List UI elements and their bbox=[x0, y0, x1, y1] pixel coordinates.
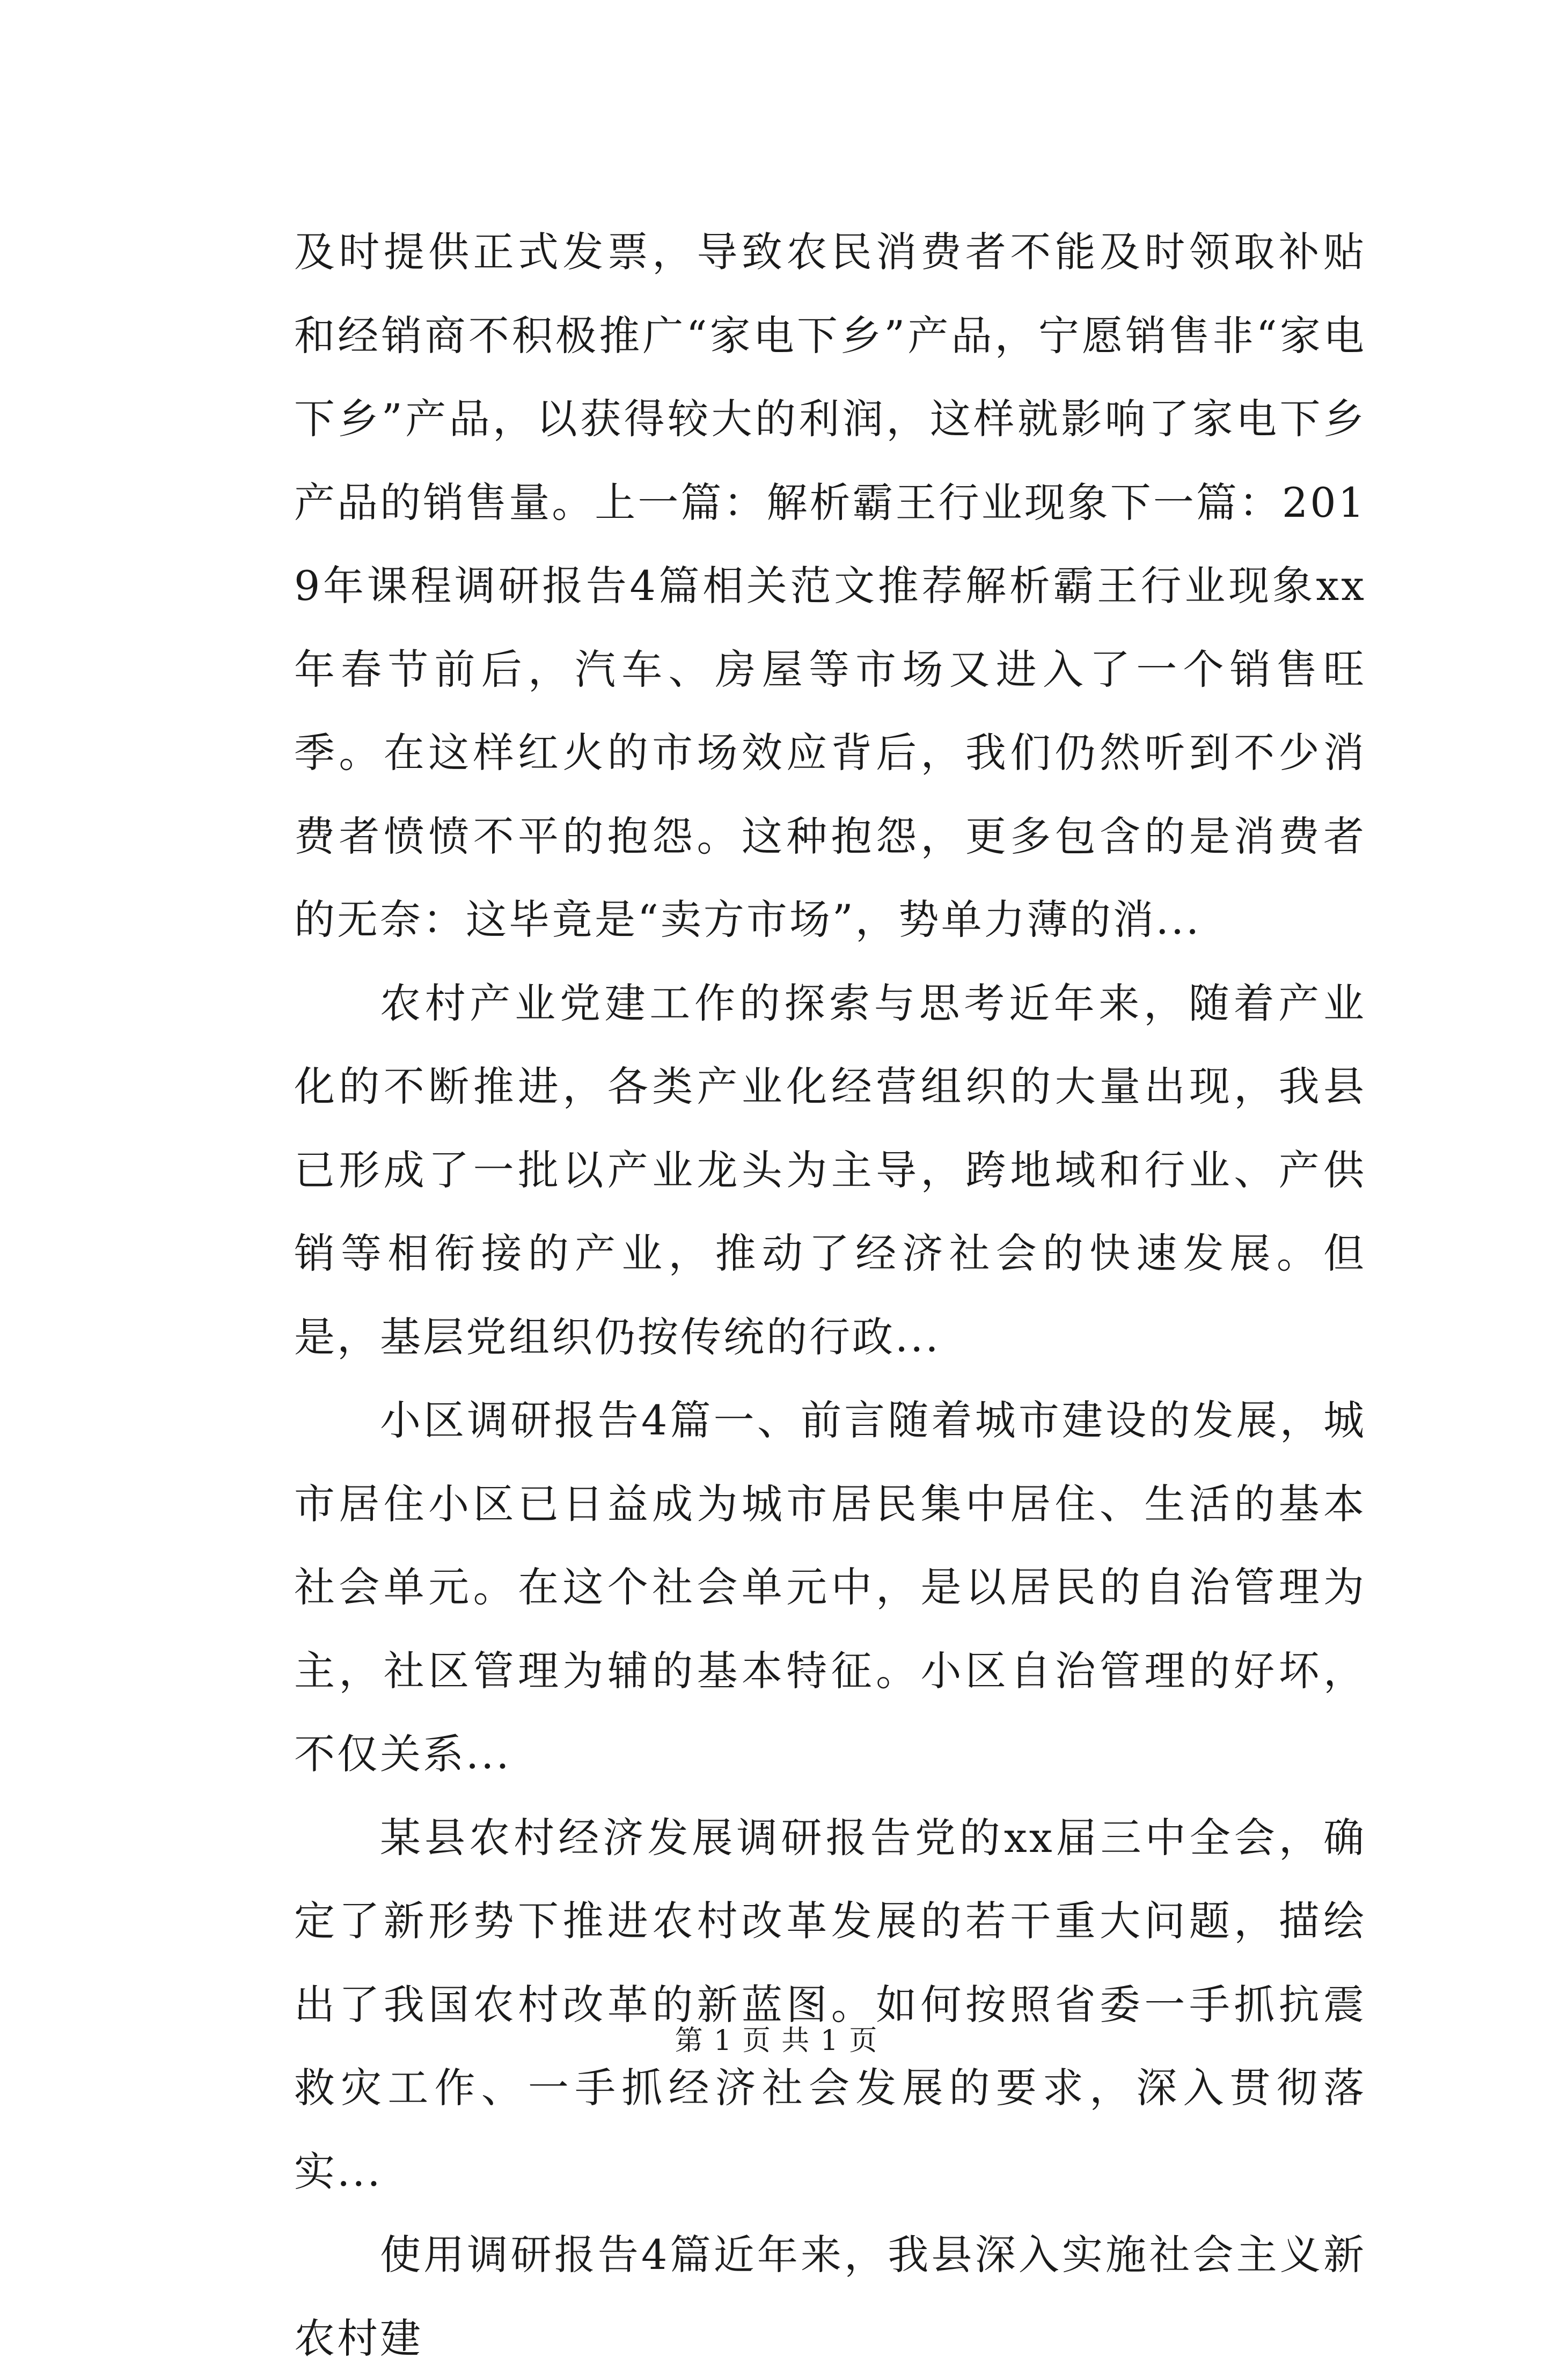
paragraph-1: 及时提供正式发票，导致农民消费者不能及时领取补贴和经销商不积极推广“家电下乡”产品，宁愿销售非“家电下乡”产品，以获得较大的利润，这样就影响了家电下乡产品的销售量。上一篇：解析霸王行业现象下一篇：2019年课程调研报告4篇相关范文推荐解析霸王行业现象xx年春节前后，汽车、房屋等市场又进入了一个销售旺季。在这样红火的市场效应背后，我们仍然听到不少消费者愤愤不平的抱怨。这种抱怨，更多包含的是消费者的无奈：这毕竟是“卖方市场”，势单力薄的消... bbox=[294, 228, 1366, 943]
paragraph-5: 使用调研报告4篇近年来，我县深入实施社会主义新农村建 bbox=[294, 2231, 1366, 2362]
paragraph-2: 农村产业党建工作的探索与思考近年来，随着产业化的不断推进，各类产业化经营组织的大量出现，我县已形成了一批以产业龙头为主导，跨地域和行业、产供销等相衔接的产业，推动了经济社会的快速发展。但是，基层党组织仍按传统的行政... bbox=[294, 979, 1366, 1361]
paragraph-4: 某县农村经济发展调研报告党的xx届三中全会，确定了新形势下推进农村改革发展的若干重大问题，描绘出了我国农村改革的新蓝图。如何按照省委一手抓抗震救灾工作、一手抓经济社会发展的要求，深入贯彻落实... bbox=[294, 1813, 1366, 2195]
page-number-footer: 第 1 页 共 1 页 bbox=[675, 2025, 878, 2057]
paragraph-3: 小区调研报告4篇一、前言随着城市建设的发展，城市居住小区已日益成为城市居民集中居住、生活的基本社会单元。在这个社会单元中，是以居民的自治管理为主，社区管理为辅的基本特征。小区自治管理的好坏，不仅关系... bbox=[294, 1396, 1366, 1778]
